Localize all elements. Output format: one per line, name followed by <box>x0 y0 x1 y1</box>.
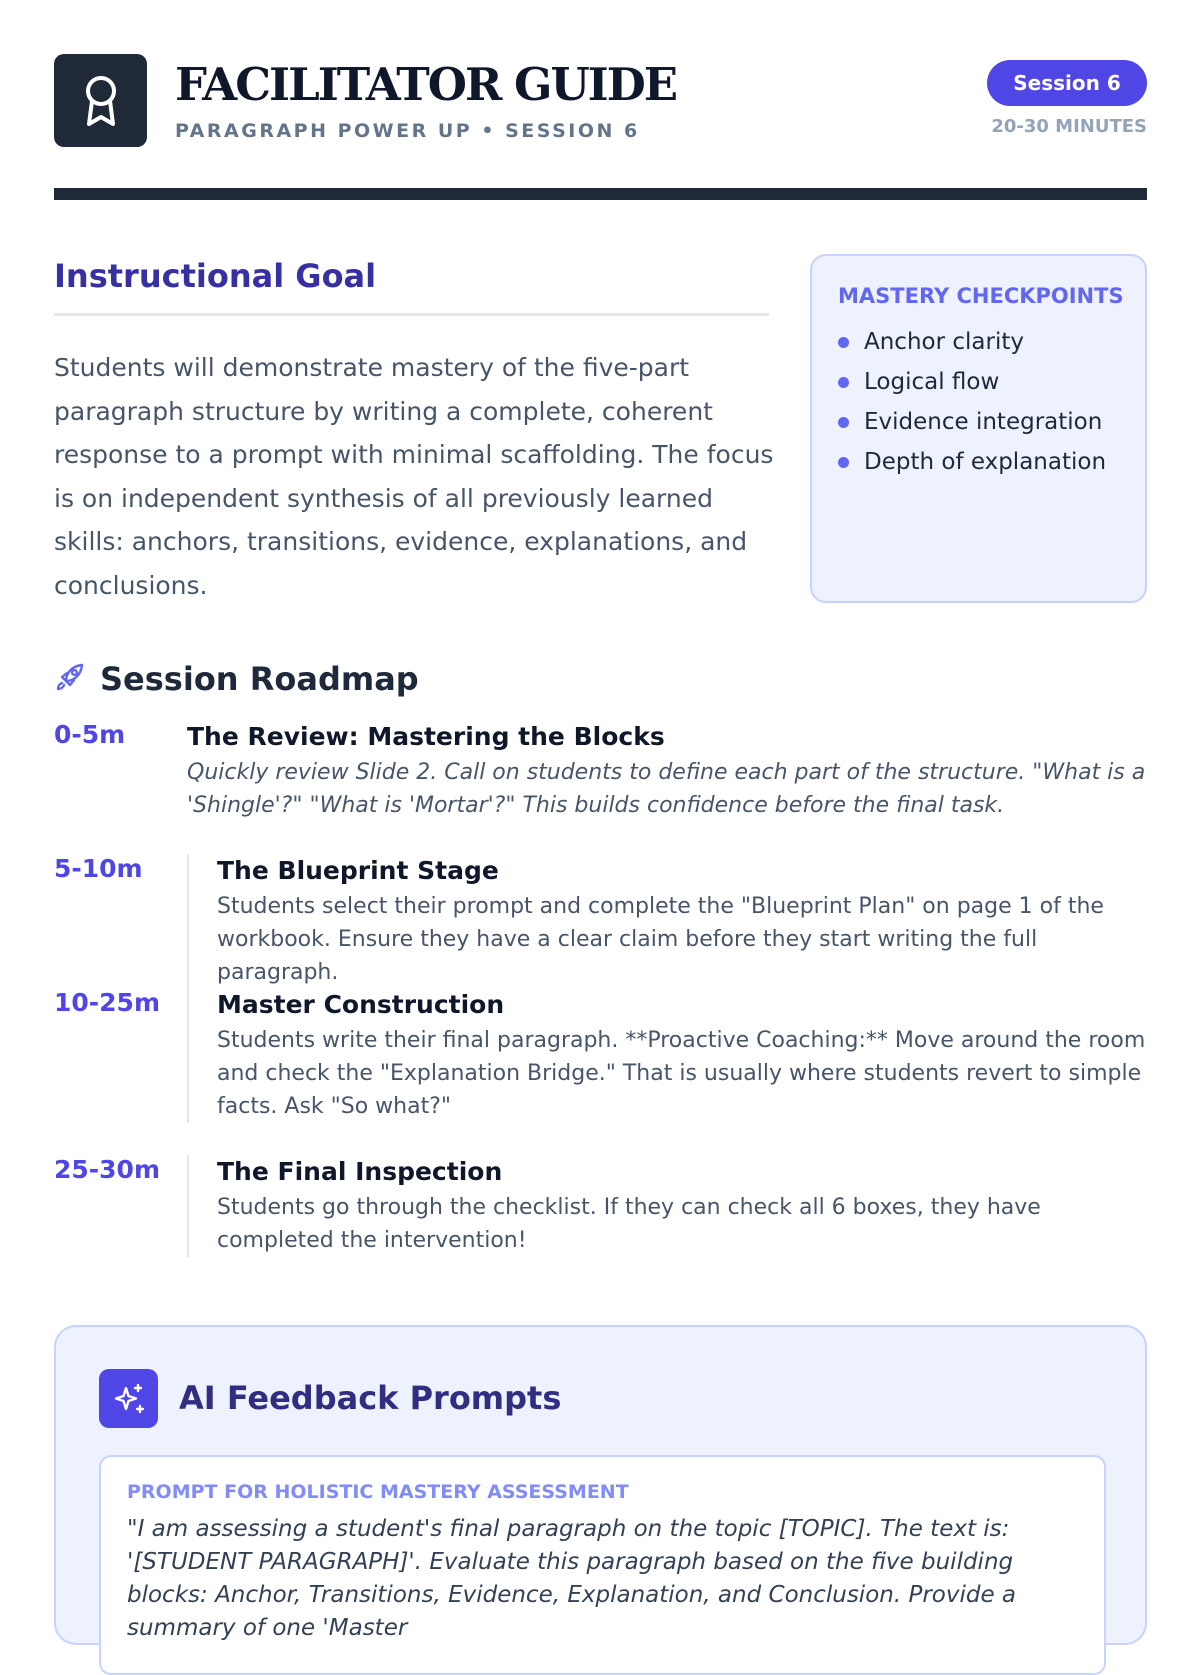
roadmap-description: Students write their final paragraph. **Proactive Coaching:** Move around the room and check the "Explanation Bridge." That is usually where students revert to simple facts. Ask "So what?" <box>217 1028 1146 1119</box>
checkpoint-label: Logical flow <box>864 369 1000 395</box>
header-divider <box>54 188 1147 200</box>
prompt-card <box>99 1455 1106 1675</box>
page-title: FACILITATOR GUIDE <box>175 58 677 111</box>
checkpoint-label: Anchor clarity <box>864 329 1024 355</box>
roadmap-heading-item: The Final Inspection <box>217 1157 503 1186</box>
roadmap-time: 25-30m <box>54 1155 161 1184</box>
roadmap-content <box>187 1155 1147 1257</box>
roadmap-content <box>187 720 1147 822</box>
roadmap-heading-item: The Blueprint Stage <box>217 856 499 885</box>
bullet-icon <box>838 457 849 468</box>
roadmap-time: 10-25m <box>54 988 161 1017</box>
ai-feedback-panel <box>54 1325 1147 1645</box>
checkpoints-heading: MASTERY CHECKPOINTS <box>838 284 1124 308</box>
roadmap-content <box>187 988 1147 1123</box>
roadmap-heading: Session Roadmap <box>100 660 419 698</box>
checkpoint-label: Depth of explanation <box>864 449 1107 475</box>
list-item <box>838 442 1119 482</box>
list-item <box>838 322 1119 362</box>
duration-label: 20-30 MINUTES <box>991 116 1147 137</box>
roadmap-time: 5-10m <box>54 854 143 883</box>
roadmap-description: Students go through the checklist. If they can check all 6 boxes, they have completed the intervention! <box>217 1195 1041 1253</box>
roadmap-time: 0-5m <box>54 720 126 749</box>
roadmap-header <box>54 660 419 698</box>
goal-text: Students will demonstrate mastery of the five-part paragraph structure by writing a complete, coherent response to a prompt with minimal scaffolding. The focus is on independent synthesis of all previously learned skills: anchors, transitions, evidence, explanations, and conclusions. <box>54 353 774 600</box>
bullet-icon <box>838 377 849 388</box>
list-item <box>838 362 1119 402</box>
checkpoint-label: Evidence integration <box>864 409 1103 435</box>
mastery-checkpoints-panel <box>810 254 1147 603</box>
goal-heading: Instructional Goal <box>54 257 377 295</box>
bullet-icon <box>838 337 849 348</box>
roadmap-description: Students select their prompt and complete the "Blueprint Plan" on page 1 of the workbook. Ensure they have a clear claim before they start writing the full paragraph. <box>217 894 1104 985</box>
ai-feedback-heading: AI Feedback Prompts <box>179 1379 562 1417</box>
session-badge: Session 6 <box>987 60 1147 106</box>
roadmap-content <box>187 854 1147 989</box>
award-ribbon-icon <box>54 54 147 147</box>
goal-divider <box>54 313 769 316</box>
roadmap-description: Quickly review Slide 2. Call on students to define each part of the structure. "What is a 'Shingle'?" "What is 'Mortar'?" This builds confidence before the final task. <box>187 760 1146 818</box>
sparkles-icon <box>99 1369 158 1428</box>
rocket-icon <box>54 661 86 697</box>
bullet-icon <box>838 417 849 428</box>
prompt-text[interactable]: "I am assessing a student's final paragraph on the topic [TOPIC]. The text is: '[STUDENT PARAGRAPH]'. Evaluate this paragraph based on the five building blocks: Anchor, Transitions, Evidence, Explanation, and Conclusion. Provide a summary of one 'Master <box>127 1516 1017 1641</box>
roadmap-heading-item: The Review: Mastering the Blocks <box>187 722 665 751</box>
page-subtitle: PARAGRAPH POWER UP • SESSION 6 <box>175 120 640 142</box>
prompt-label: PROMPT FOR HOLISTIC MASTERY ASSESSMENT <box>127 1481 629 1503</box>
roadmap-heading-item: Master Construction <box>217 990 505 1019</box>
page-header <box>54 54 1147 146</box>
list-item <box>838 402 1119 442</box>
checkpoints-list <box>838 322 1119 482</box>
